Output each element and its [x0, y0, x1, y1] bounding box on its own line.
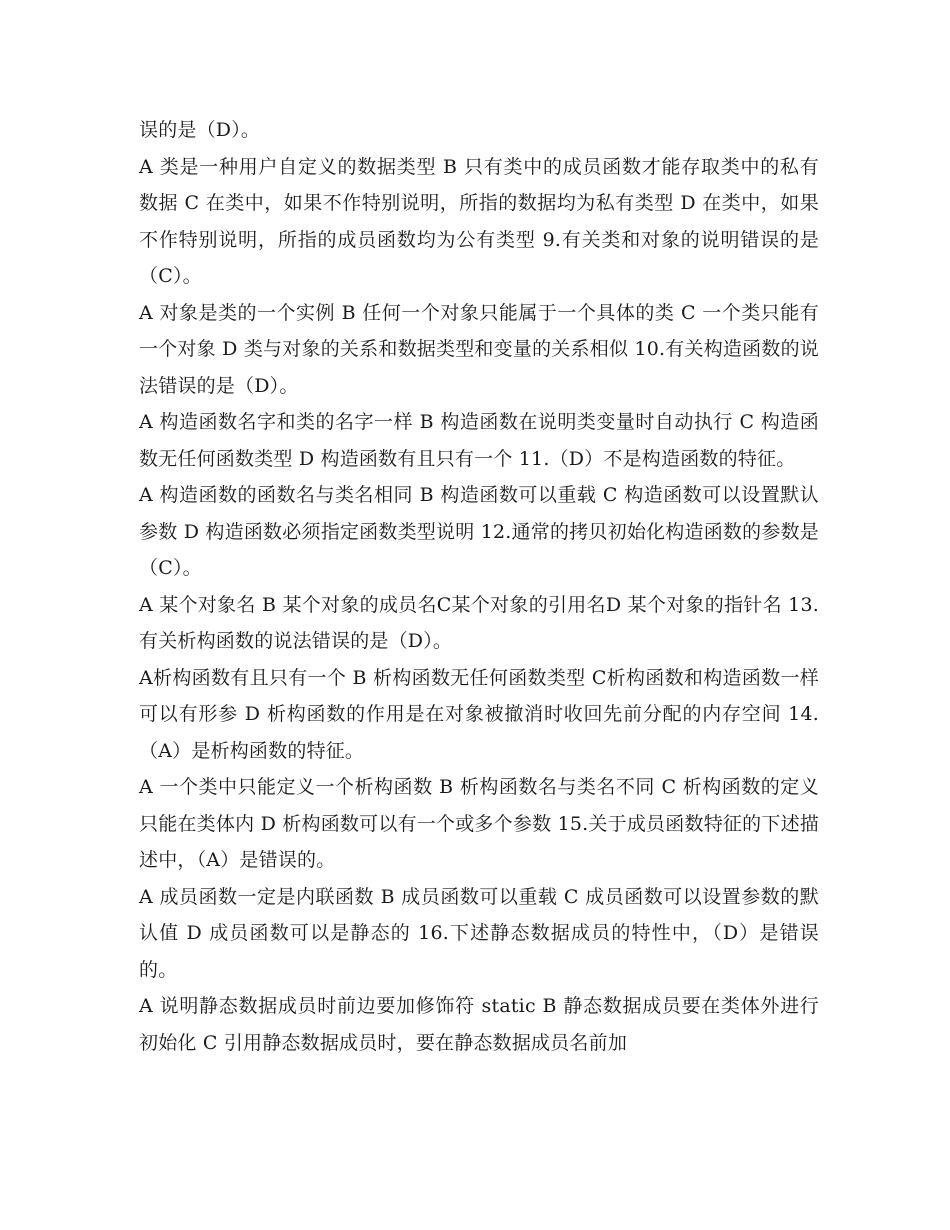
paragraph-q15-options-q16-stem: A 成员函数一定是内联函数 B 成员函数可以重载 C 成员函数可以设置参数的默认值 D 成员函数可以是静态的 16.下述静态数据成员的特性中，（D）是错误的。 — [139, 885, 819, 981]
paragraph-q8-stem-end: 误的是（D）。 — [139, 119, 261, 141]
document-body — [139, 112, 819, 1061]
paragraph-q8-options-q9-stem: A 类是一种用户自定义的数据类型 B 只有类中的成员函数才能存取类中的私有数据 C 在类中，如果不作特别说明，所指的数据均为私有类型 D 在类中，如果不作特别说明，所指的成员函数均为公有类型 9.有关类和对象的说明错误的是（C）。 — [139, 155, 819, 287]
paragraph-q13-options-q14-stem: A析构函数有且只有一个 B 析构函数无任何函数类型 C析构函数和构造函数一样可以有形参 D 析构函数的作用是在对象被撤消时收回先前分配的内存空间 14.（A）是析构函数的特征。 — [139, 666, 819, 762]
paragraph-q11-options-q12-stem: A 构造函数的函数名与类名相同 B 构造函数可以重载 C 构造函数可以设置默认参数 D 构造函数必须指定函数类型说明 12.通常的拷贝初始化构造函数的参数是（C）。 — [139, 484, 819, 579]
paragraph-q10-options-q11-stem: A 构造函数名字和类的名字一样 B 构造函数在说明类变量时自动执行 C 构造函数无任何函数类型 D 构造函数有且只有一个 11.（D）不是构造函数的特征。 — [139, 411, 819, 470]
paragraph-q12-options-q13-stem: A 某个对象名 B 某个对象的成员名C某个对象的引用名D 某个对象的指针名 13.有关析构函数的说法错误的是（D）。 — [139, 593, 819, 652]
paragraph-q16-options: A 说明静态数据成员时前边要加修饰符 static B 静态数据成员要在类体外进行初始化 C 引用静态数据成员时，要在静态数据成员名前加 — [139, 995, 819, 1054]
paragraph-q9-options-q10-stem: A 对象是类的一个实例 B 任何一个对象只能属于一个具体的类 C 一个类只能有一个对象 D 类与对象的关系和数据类型和变量的关系相似 10.有关构造函数的说法错误的是（D）。 — [139, 301, 819, 397]
paragraph-q14-options-q15-stem: A 一个类中只能定义一个析构函数 B 析构函数名与类名不同 C 析构函数的定义只能在类体内 D 析构函数可以有一个或多个参数 15.关于成员函数特征的下述描述中，（A）是错误的。 — [139, 776, 819, 871]
